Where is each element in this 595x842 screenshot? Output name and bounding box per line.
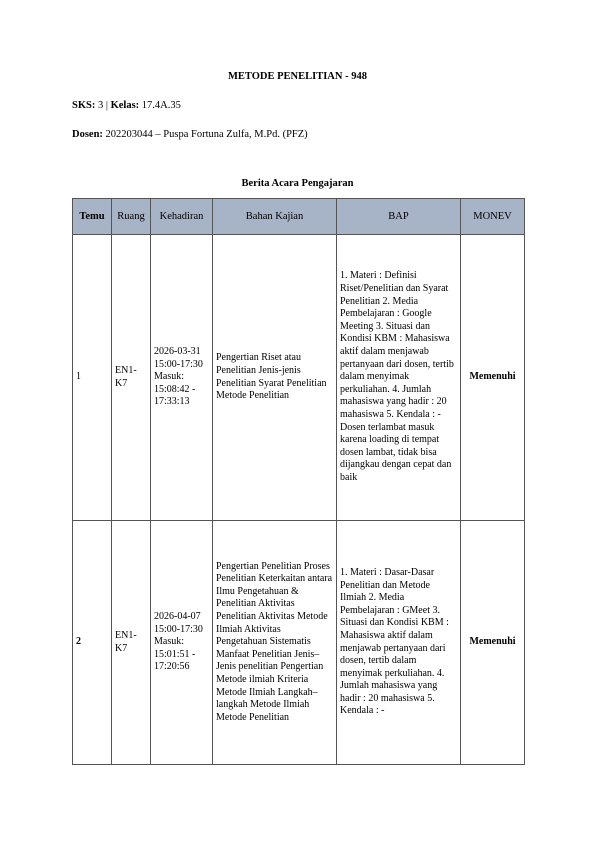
cell-monev: Memenuhi (461, 521, 525, 765)
table-caption: Berita Acara Pengajaran (241, 178, 354, 189)
header-temu: Temu (73, 199, 112, 235)
table-header-row (73, 199, 525, 235)
cell-temu: 2 (73, 521, 112, 765)
kelas-label: Kelas: (110, 100, 140, 111)
cell-ruang: EN1-K7 (112, 521, 151, 765)
dosen-line (72, 129, 308, 140)
header-kehadiran: Kehadiran (151, 199, 213, 235)
cell-kehadiran: 2026-03-31 15:00-17:30 Masuk: 15:08:42 - 17:33:13 (151, 235, 213, 521)
cell-bap: 1. Materi : Dasar-Dasar Penelitian dan Metode Ilmiah 2. Media Pembelajaran : GMeet 3. Situasi dan Kondisi KBM : Mahasiswa aktif dalam menjawab pertanyaan dari dosen, tertib dalam menyimak perkuliahan. 4. Jumlah mahasiswa yang hadir : 20 mahasiswa 5. Kendala : - (337, 521, 461, 765)
cell-monev: Memenuhi (461, 235, 525, 521)
cell-bahan-kajian (213, 521, 337, 765)
dosen-value: 202203044 – Puspa Fortuna Zulfa, M.Pd. (PFZ) (102, 129, 308, 140)
teaching-record-table (72, 198, 525, 765)
bahan-kajian-subject: Metode Penelitian (216, 390, 290, 402)
cell-ruang: EN1-K7 (112, 235, 151, 521)
header-bap: BAP (337, 199, 461, 235)
cell-kehadiran: 2026-04-07 15:00-17:30 Masuk: 15:01:51 - 17:20:56 (151, 521, 213, 765)
table-row (73, 235, 525, 521)
dosen-label: Dosen: (72, 129, 103, 140)
cell-bahan-kajian (213, 235, 337, 521)
sks-value: 3 | (95, 100, 111, 111)
table-row (73, 521, 525, 765)
cell-bap: 1. Materi : Definisi Riset/Penelitian dan Syarat Penelitian 2. Media Pembelajaran : Google Meeting 3. Situasi dan Kondisi KBM : Mahasiswa aktif dalam menjawab pertanyaan dari dosen, tertib dalam menyimak perkuliahan. 4. Jumlah mahasiswa yang hadir : 20 mahasiswa 5. Kendala : - Dosen terlambat masuk karena loading di tempat dosen lambat, tidak bisa dijangkau dengan cepat dan baik (337, 235, 461, 521)
header-ruang: Ruang (112, 199, 151, 235)
kelas-value: 17.4A.35 (139, 100, 181, 111)
cell-temu: 1 (73, 235, 112, 521)
header-bahan-kajian: Bahan Kajian (213, 199, 337, 235)
bahan-kajian-topics: Pengertian Riset atau Penelitian Jenis-jenis Penelitian Syarat Penelitian (216, 352, 327, 389)
bahan-kajian-subject: Metode Penelitian (216, 711, 290, 723)
course-title: METODE PENELITIAN - 948 (228, 71, 367, 82)
sks-label: SKS: (72, 100, 96, 111)
header-monev: MONEV (461, 199, 525, 235)
bahan-kajian-topics: Pengertian Penelitian Proses Penelitian Keterkaitan antara Ilmu Pengetahuan & Penelitian Aktivitas Penelitian Aktivitas Metode Ilmiah Aktivitas Pengetahuan Sistematis Manfaat Penelitian Jenis–Jenis penelitian Pengertian Metode ilmiah Kriteria Metode Ilmiah Langkah–langkah Metode Ilmiah (216, 560, 333, 711)
sks-kelas-line (72, 100, 181, 111)
